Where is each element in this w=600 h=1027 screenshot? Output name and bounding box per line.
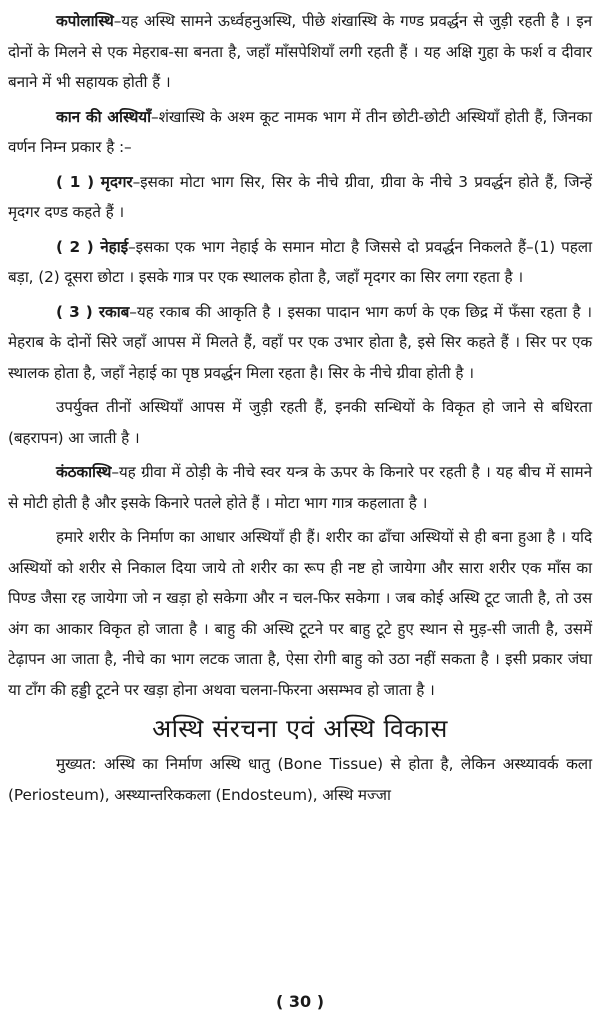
- paragraph-body-structure: [8, 522, 592, 705]
- section-heading: अस्थि संरचना एवं अस्थि विकास: [152, 714, 448, 743]
- term-hyoid: कंठकास्थि: [56, 463, 112, 481]
- term-kapolasthi: कपोलास्थि: [56, 12, 114, 30]
- paragraph-text: हमारे शरीर के निर्माण का आधार अस्थियाँ ही हैं। शरीर का ढाँचा अस्थियों से ही बना हुआ है । यदि अस्थियों को शरीर से निकाल दिया जाये तो शरीर का रूप ही नष्ट हो जायेगा और सारा शरीर एक माँस का पिण्ड जैसा रह जायेगा जो न खड़ा हो सकेगा और न चल-फिर सकेगा । जब कोई अस्थि टूट जाती है, तो उस अंग का आकार विकृत हो जाता है । बाहु की अस्थि टूटने पर बाहु टूटे हुए स्थान से मुड़-सी जाती है, उसमें टेढ़ापन आ जाता है, नीचे का भाग लटक जाता है, ऐसा रोगी बाहु को उठा नहीं सकता है । इसी प्रकार जंघा या टाँग की हड्डी टूटने पर खड़ा होना अथवा चलना-फिरना असम्भव हो जाता है ।: [8, 528, 592, 699]
- paragraph-malleus: [8, 167, 592, 228]
- paragraph-stapes: [8, 297, 592, 389]
- paragraph-text: मुख्यत: अस्थि का निर्माण अस्थि धातु (Bone Tissue) से होता है, लेकिन अस्थ्यावर्क कला (Periosteum), अस्थ्यान्तरिककला (Endosteum), अस्थि मज्जा: [8, 755, 592, 804]
- paragraph-kapolasthi: [8, 6, 592, 98]
- term-malleus: ( 1 ) मृदगर: [56, 172, 133, 191]
- page-content: [8, 6, 592, 814]
- paragraph-bone-formation: [8, 749, 592, 810]
- paragraph-joints: [8, 392, 592, 453]
- term-incus: ( 2 ) नेहाई: [56, 237, 129, 256]
- term-stapes: ( 3 ) रकाब: [56, 302, 130, 321]
- paragraph-text: –शंखास्थि के अश्म कूट नामक भाग में तीन छोटी-छोटी अस्थियाँ होती हैं, जिनका वर्णन निम्न प्रकार है :–: [8, 107, 592, 156]
- paragraph-text: –इसका एक भाग नेहाई के समान मोटा है जिससे दो प्रवर्द्धन निकलते हैं–(1) पहला बड़ा, (2) दूसरा छोटा । इसके गात्र पर एक स्थालक होता है, जहाँ मृदगर का सिर लगा रहता है ।: [8, 237, 592, 286]
- paragraph-hyoid: [8, 457, 592, 518]
- term-ear-bones: कान की अस्थियाँ: [56, 107, 152, 126]
- paragraph-incus: [8, 232, 592, 293]
- paragraph-text: –इसका मोटा भाग सिर, सिर के नीचे ग्रीवा, ग्रीवा के नीचे 3 प्रवर्द्धन होते हैं, जिन्हें मृदगर दण्ड कहते हैं ।: [8, 172, 593, 221]
- paragraph-text: –यह ग्रीवा में ठोड़ी के नीचे स्वर यन्त्र के ऊपर के किनारे पर रहती है । यह बीच में सामने से मोटी होती है और इसके किनारे पतले होते हैं । मोटा भाग गात्र कहलाता है ।: [8, 463, 592, 512]
- paragraph-text: –यह रकाब की आकृति है । इसका पादान भाग कर्ण के एक छिद्र में फँसा रहता है । मेहराब के दोनों सिरे जहाँ आपस में मिलते हैं, वहाँ पर एक उभार होता है, इसे सिर कहते हैं । सिर पर एक स्थालक होता है, जहाँ नेहाई का पृष्ठ प्रवर्द्धन मिला रहता है। सिर के नीचे ग्रीवा होती है ।: [8, 302, 592, 382]
- paragraph-text: उपर्युक्त तीनों अस्थियाँ आपस में जुड़ी रहती हैं, इनकी सन्धियों के विकृत हो जाने से बधिरता (बहरापन) आ जाती है ।: [8, 398, 592, 447]
- paragraph-ear-bones: [8, 102, 592, 163]
- page-number: ( 30 ): [275, 992, 325, 1011]
- paragraph-text: –यह अस्थि सामने ऊर्ध्वहनुअस्थि, पीछे शंखास्थि के गण्ड प्रवर्द्धन से जुड़ी रहती है । इन दोनों के मिलने से एक मेहराब-सा बनता है, जहाँ माँसपेशियाँ लगी रहती हैं । यह अक्षि गुहा के फर्श व दीवार बनाने में भी सहायक होती हैं ।: [8, 12, 592, 91]
